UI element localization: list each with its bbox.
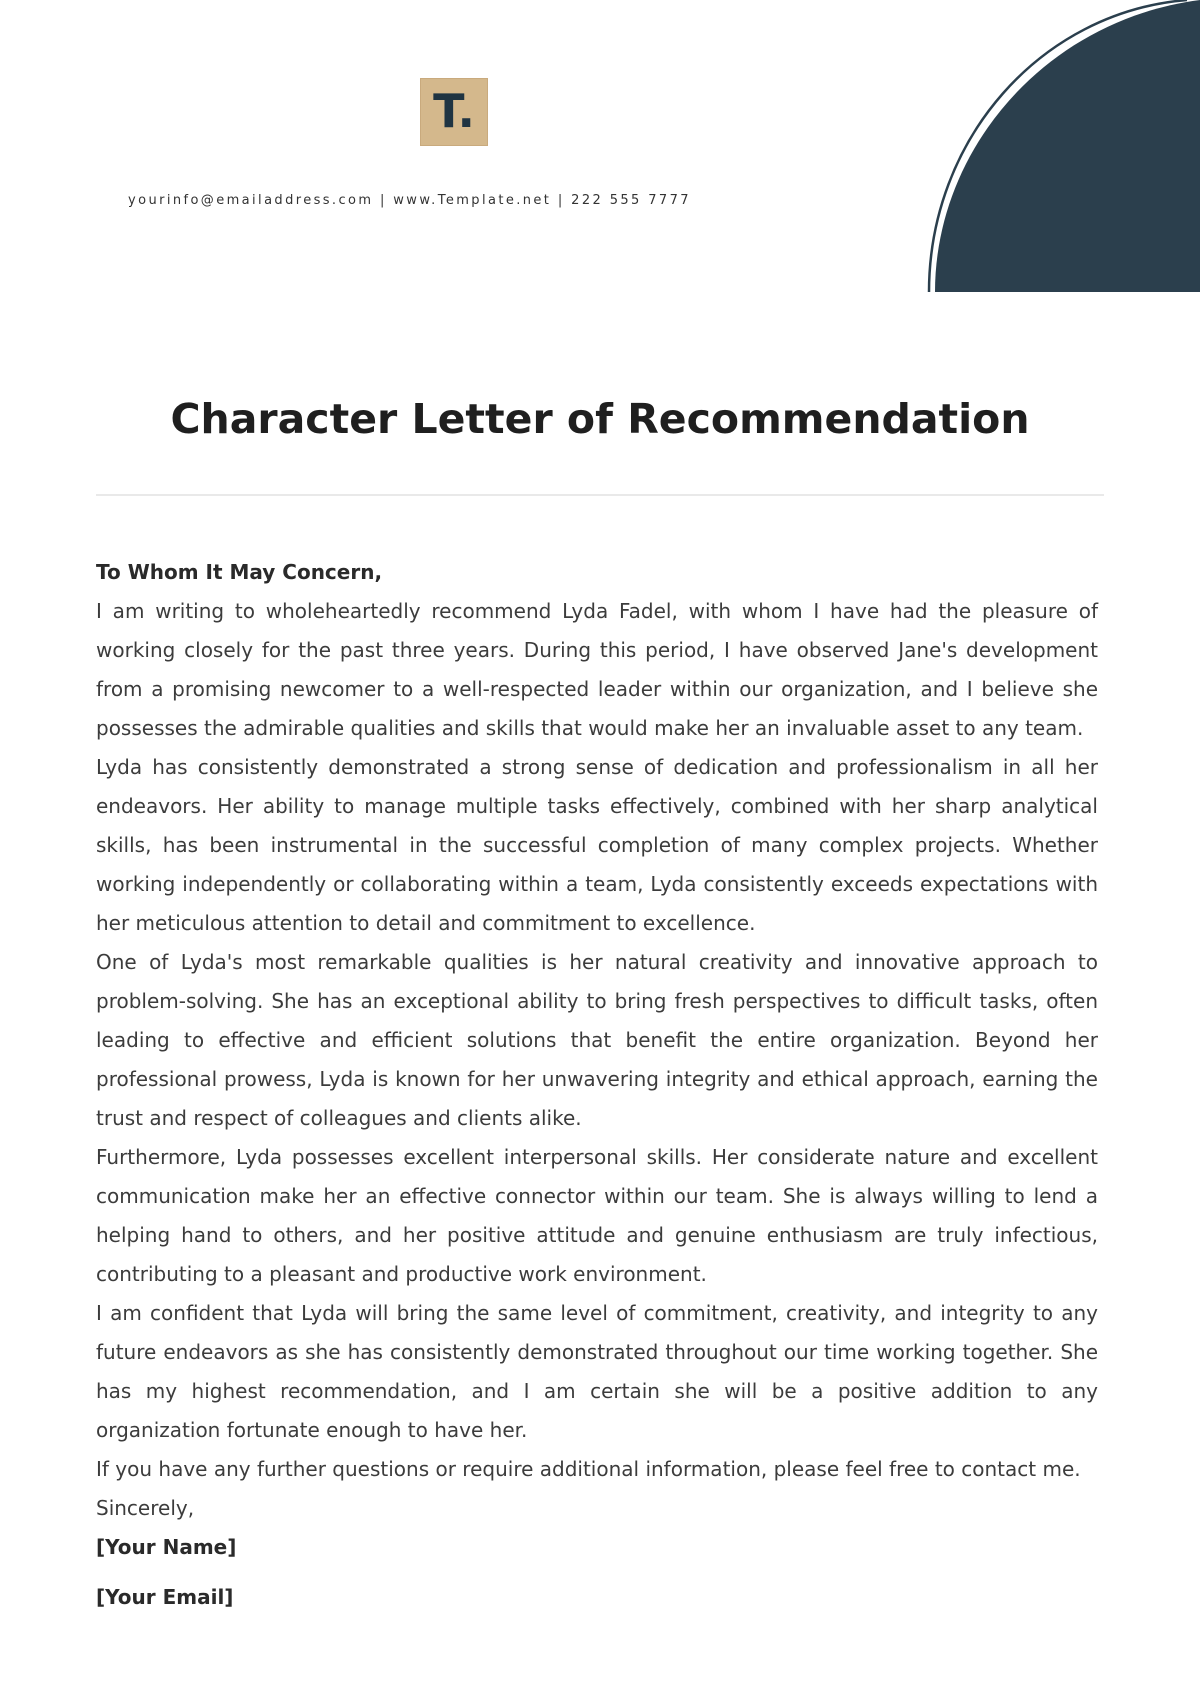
paragraph-1: I am writing to wholeheartedly recommend Lyda Fadel, with whom I have had the pleasure of working closely for the past three years. During this period, I have observed Jane's development from a promising newcomer to a well-respected leader within our organization, and I believe she possesses the admirable qualities and skills that would make her an invaluable asset to any team. <box>96 599 1098 740</box>
paragraph-5: I am confident that Lyda will bring the same level of commitment, creativity, and integrity to any future endeavors as she has consistently demonstrated throughout our time working together. She has my highest recommendation, and I am certain she will be a positive addition to any organization fortunate enough to have her. <box>96 1301 1098 1442</box>
document-title: Character Letter of Recommendation <box>170 395 1030 443</box>
corner-decoration <box>925 0 1200 292</box>
letter-body <box>96 553 1098 1617</box>
closing: Sincerely, <box>96 1496 195 1520</box>
paragraph-6: If you have any further questions or require additional information, please feel free to contact me. <box>96 1457 1081 1481</box>
signature-name: [Your Name] <box>96 1535 237 1559</box>
company-logo <box>420 78 488 146</box>
paragraph-4: Furthermore, Lyda possesses excellent interpersonal skills. Her considerate nature and excellent communication make her an effective connector within our team. She is always willing to lend a helping hand to others, and her positive attitude and genuine enthusiasm are truly infectious, contributing to a pleasant and productive work environment. <box>96 1145 1098 1286</box>
logo-letter: T. <box>433 84 475 138</box>
contact-info: yourinfo@emailaddress.com | www.Template.net | 222 555 7777 <box>128 193 691 208</box>
title-divider <box>96 494 1104 496</box>
salutation: To Whom It May Concern, <box>96 560 383 584</box>
signature-email: [Your Email] <box>96 1585 234 1609</box>
paragraph-2: Lyda has consistently demonstrated a strong sense of dedication and professionalism in all her endeavors. Her ability to manage multiple tasks effectively, combined with her sharp analytical skills, has been instrumental in the successful completion of many complex projects. Whether working independently or collaborating within a team, Lyda consistently exceeds expectations with her meticulous attention to detail and commitment to excellence. <box>96 755 1098 935</box>
paragraph-3: One of Lyda's most remarkable qualities is her natural creativity and innovative approach to problem-solving. She has an exceptional ability to bring fresh perspectives to difficult tasks, often leading to effective and efficient solutions that benefit the entire organization. Beyond her professional prowess, Lyda is known for her unwavering integrity and ethical approach, earning the trust and respect of colleagues and clients alike. <box>96 950 1098 1130</box>
